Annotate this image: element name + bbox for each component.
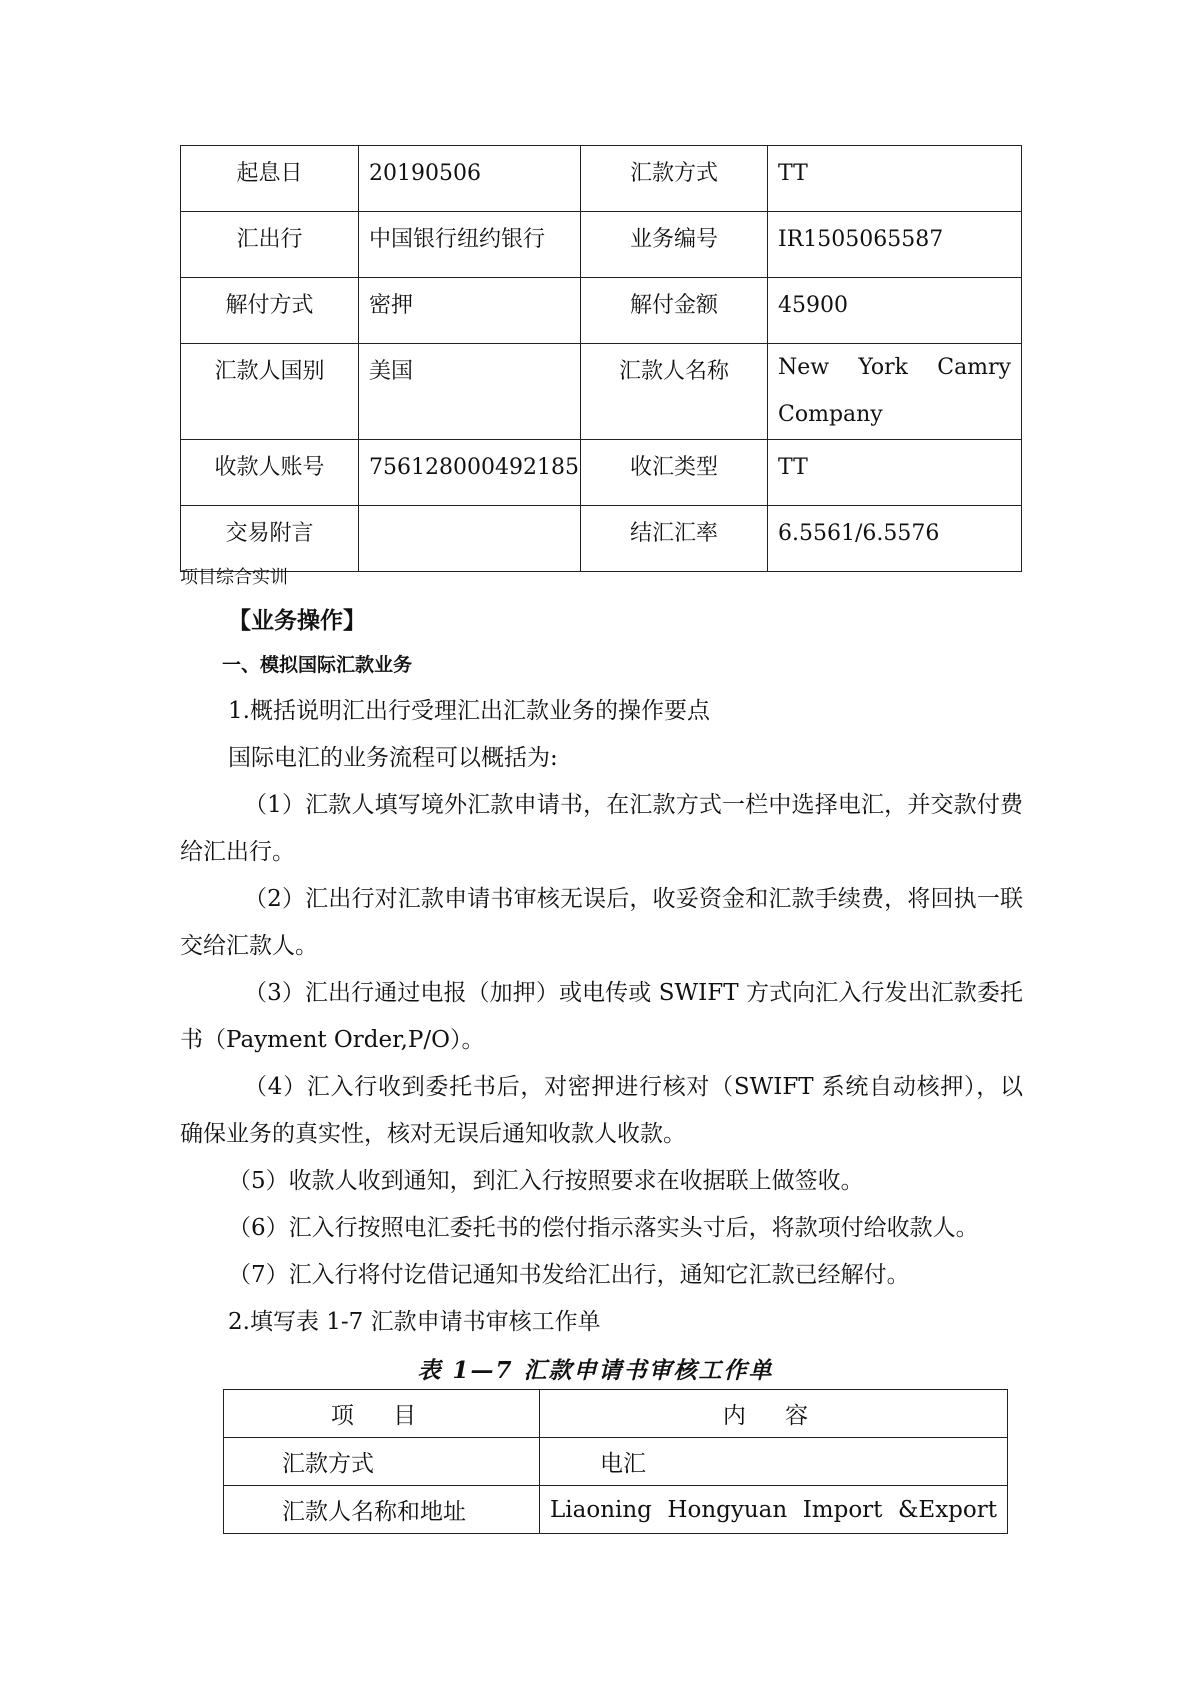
value-cell: 密押: [359, 278, 581, 344]
value-cell: 美国: [359, 344, 581, 440]
remitter-name-line1: [778, 344, 1011, 391]
value-cell: [768, 344, 1022, 440]
label-cell: 交易附言: [181, 506, 359, 572]
step-paragraph: （3）汇出行通过电报（加押）或电传或 SWIFT 方式向汇入行发出汇款委托书（Payment Order,P/O）。: [180, 980, 1023, 1053]
word: Hongyuan: [667, 1496, 788, 1523]
word: Liaoning: [550, 1496, 652, 1523]
column-header-item: 项 目: [224, 1390, 540, 1438]
label-cell: 起息日: [181, 146, 359, 212]
paragraph: 国际电汇的业务流程可以概括为:: [228, 745, 558, 771]
content-cell: [540, 1486, 1008, 1534]
table-row: [181, 146, 1022, 212]
subheading: 一、模拟国际汇款业务: [222, 654, 413, 676]
word: Import: [802, 1496, 883, 1523]
label-cell: 收款人账号: [181, 440, 359, 506]
word: York: [858, 355, 909, 380]
column-header-content: 内 容: [540, 1390, 1008, 1438]
remitter-name-address: [550, 1497, 997, 1523]
item-cell: 汇款方式: [224, 1438, 540, 1486]
step-paragraph: （7）汇入行将付讫借记通知书发给汇出行，通知它汇款已经解付。: [228, 1262, 910, 1288]
step-paragraph: （6）汇入行按照电汇委托书的偿付指示落实头寸后，将款项付给收款人。: [228, 1215, 979, 1241]
table-caption: 表 1—7 汇款申请书审核工作单: [417, 1357, 774, 1384]
label-cell: 汇款方式: [581, 146, 768, 212]
paragraph: 2.填写表 1-7 汇款申请书审核工作单: [228, 1309, 601, 1335]
value-cell: 20190506: [359, 146, 581, 212]
value-cell: 6.5561/6.5576: [768, 506, 1022, 572]
item-cell: 汇款人名称和地址: [224, 1486, 540, 1534]
step-paragraph: （1）汇款人填写境外汇款申请书，在汇款方式一栏中选择电汇，并交款付费给汇出行。: [180, 792, 1023, 865]
label-cell: 结汇汇率: [581, 506, 768, 572]
step-paragraph: （4）汇入行收到委托书后，对密押进行核对（SWIFT 系统自动核押），以确保业务的真实性，核对无误后通知收款人收款。: [180, 1074, 1023, 1147]
review-worksheet-table: [223, 1389, 1008, 1534]
table-row: [181, 506, 1022, 572]
value-cell: 中国银行纽约银行: [359, 212, 581, 278]
word: New: [778, 355, 830, 380]
section-label: 项目综合实训: [180, 567, 288, 588]
table-row: [181, 278, 1022, 344]
value-cell: 756128000492185: [359, 440, 581, 506]
label-cell: 汇出行: [181, 212, 359, 278]
label-cell: 汇款人名称: [581, 344, 768, 440]
table-row: [181, 212, 1022, 278]
section-heading: 【业务操作】: [228, 607, 366, 634]
content-cell: 电汇: [540, 1438, 1008, 1486]
table-row: [224, 1486, 1008, 1534]
remittance-info-table: [180, 145, 1022, 572]
step-paragraph: （5）收款人收到通知，到汇入行按照要求在收据联上做签收。: [228, 1168, 864, 1194]
value-cell: TT: [768, 146, 1022, 212]
value-cell: TT: [768, 440, 1022, 506]
table-row: [181, 344, 1022, 440]
remitter-name-line2: Company: [778, 402, 883, 427]
label-cell: 收汇类型: [581, 440, 768, 506]
word: &Export: [897, 1496, 997, 1523]
table-header-row: [224, 1390, 1008, 1438]
value-cell: [359, 506, 581, 572]
step-paragraph: （2）汇出行对汇款申请书审核无误后，收妥资金和汇款手续费，将回执一联交给汇款人。: [180, 886, 1023, 959]
paragraph: 1.概括说明汇出行受理汇出汇款业务的操作要点: [228, 698, 710, 724]
label-cell: 汇款人国别: [181, 344, 359, 440]
label-cell: 解付方式: [181, 278, 359, 344]
word: Camry: [937, 355, 1011, 380]
value-cell: 45900: [768, 278, 1022, 344]
label-cell: 业务编号: [581, 212, 768, 278]
table-row: [181, 440, 1022, 506]
table-row: [224, 1438, 1008, 1486]
value-cell: IR1505065587: [768, 212, 1022, 278]
label-cell: 解付金额: [581, 278, 768, 344]
